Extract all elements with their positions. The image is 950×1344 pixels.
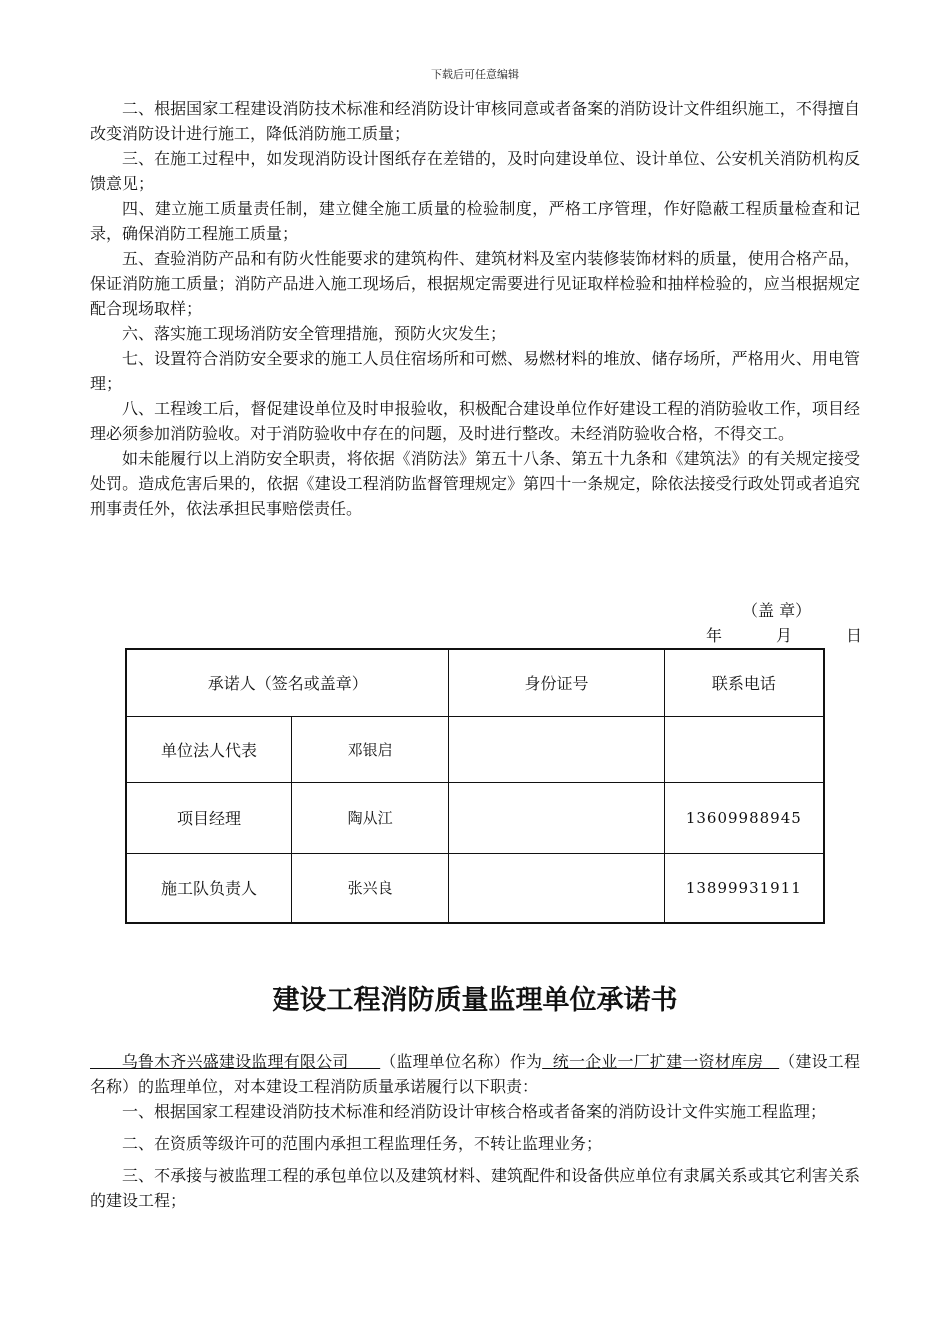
- paragraph: 五、查验消防产品和有防火性能要求的建筑构件、建筑材料及室内装修装饰材料的质量，使用合格产品，保证消防施工质量；消防产品进入施工现场后，根据规定需要进行见证取样检验和抽样检验的，应当根据规定配合现场取样；: [90, 249, 860, 318]
- paragraph: 如未能履行以上消防安全职责，将依据《消防法》第五十八条、第五十九条和《建筑法》的有关规定接受处罚。造成危害后果的，依据《建设工程消防监督管理规定》第四十一条规定，除依法接受行政处罚或者追究刑事责任外，依法承担民事赔偿责任。: [90, 449, 860, 518]
- paragraph: 七、设置符合消防安全要求的施工人员住宿场所和可燃、易燃材料的堆放、储存场所，严格用火、用电管理；: [90, 349, 860, 393]
- project-name: 统一企业一厂扩建一资材库房: [542, 1052, 780, 1071]
- seal-label: （盖 章）: [742, 601, 812, 620]
- header-phone: 联系电话: [664, 649, 824, 716]
- name-cell: 张兴良: [291, 853, 448, 923]
- role-cell: 单位法人代表: [126, 716, 291, 782]
- date-month: 月: [776, 626, 793, 645]
- id-cell: [449, 716, 664, 782]
- date-day: 日: [846, 626, 863, 645]
- phone-cell: [664, 716, 824, 782]
- paragraph: 六、落实施工现场消防安全管理措施，预防火灾发生；: [122, 324, 507, 343]
- section-title: 建设工程消防质量监理单位承诺书: [272, 985, 678, 1016]
- paragraph: 二、根据国家工程建设消防技术标准和经消防设计审核同意或者备案的消防设计文件组织施工，不得擅自改变消防设计进行施工，降低消防施工质量；: [90, 99, 860, 143]
- date-line: [706, 623, 862, 646]
- table-row: [126, 782, 824, 853]
- name-cell: 陶从江: [291, 782, 448, 853]
- paragraph: 一、根据国家工程建设消防技术标准和经消防设计审核合格或者备案的消防设计文件实施工程监理；: [122, 1102, 827, 1121]
- project-label: （建设工程名称）的监理单位，对本建设工程消防质量承诺履行以下职责：: [90, 1052, 860, 1096]
- intro-paragraph: [90, 1049, 860, 1099]
- paragraph: 八、工程竣工后，督促建设单位及时申报验收，积极配合建设单位作好建设工程的消防验收工作，项目经理必须参加消防验收。对于消防验收中存在的问题，及时进行整改。未经消防验收合格，不得交工。: [90, 399, 860, 443]
- signature-table: [125, 648, 825, 924]
- table-row: [126, 716, 824, 782]
- role-cell: 项目经理: [126, 782, 291, 853]
- date-year: 年: [706, 626, 723, 645]
- phone-cell: 13609988945: [664, 782, 824, 853]
- paragraph: 三、不承接与被监理工程的承包单位以及建筑材料、建筑配件和设备供应单位有隶属关系或其它利害关系的建设工程；: [90, 1166, 860, 1210]
- header-signer: 承诺人（签名或盖章）: [126, 649, 449, 716]
- company-name: 乌鲁木齐兴盛建设监理有限公司: [90, 1052, 381, 1071]
- header-id-number: 身份证号: [449, 649, 664, 716]
- paragraph: 四、建立施工质量责任制，建立健全施工质量的检验制度，严格工序管理，作好隐蔽工程质量检查和记录，确保消防工程施工质量；: [90, 199, 860, 243]
- id-cell: [449, 853, 664, 923]
- paragraph: 二、在资质等级许可的范围内承担工程监理任务，不转让监理业务；: [122, 1134, 603, 1153]
- table-header-row: [126, 649, 824, 716]
- company-label: （监理单位名称）作为: [380, 1052, 543, 1071]
- commitment-body: [90, 96, 860, 521]
- page-header: 下载后可任意编辑: [431, 68, 519, 81]
- role-cell: 施工队负责人: [126, 853, 291, 923]
- name-cell: 邓银启: [291, 716, 448, 782]
- id-cell: [449, 782, 664, 853]
- supervisor-commitment-body: [90, 1049, 860, 1213]
- paragraph: 三、在施工过程中，如发现消防设计图纸存在差错的，及时向建设单位、设计单位、公安机关消防机构反馈意见；: [90, 149, 860, 193]
- table-row: [126, 853, 824, 923]
- phone-cell: 13899931911: [664, 853, 824, 923]
